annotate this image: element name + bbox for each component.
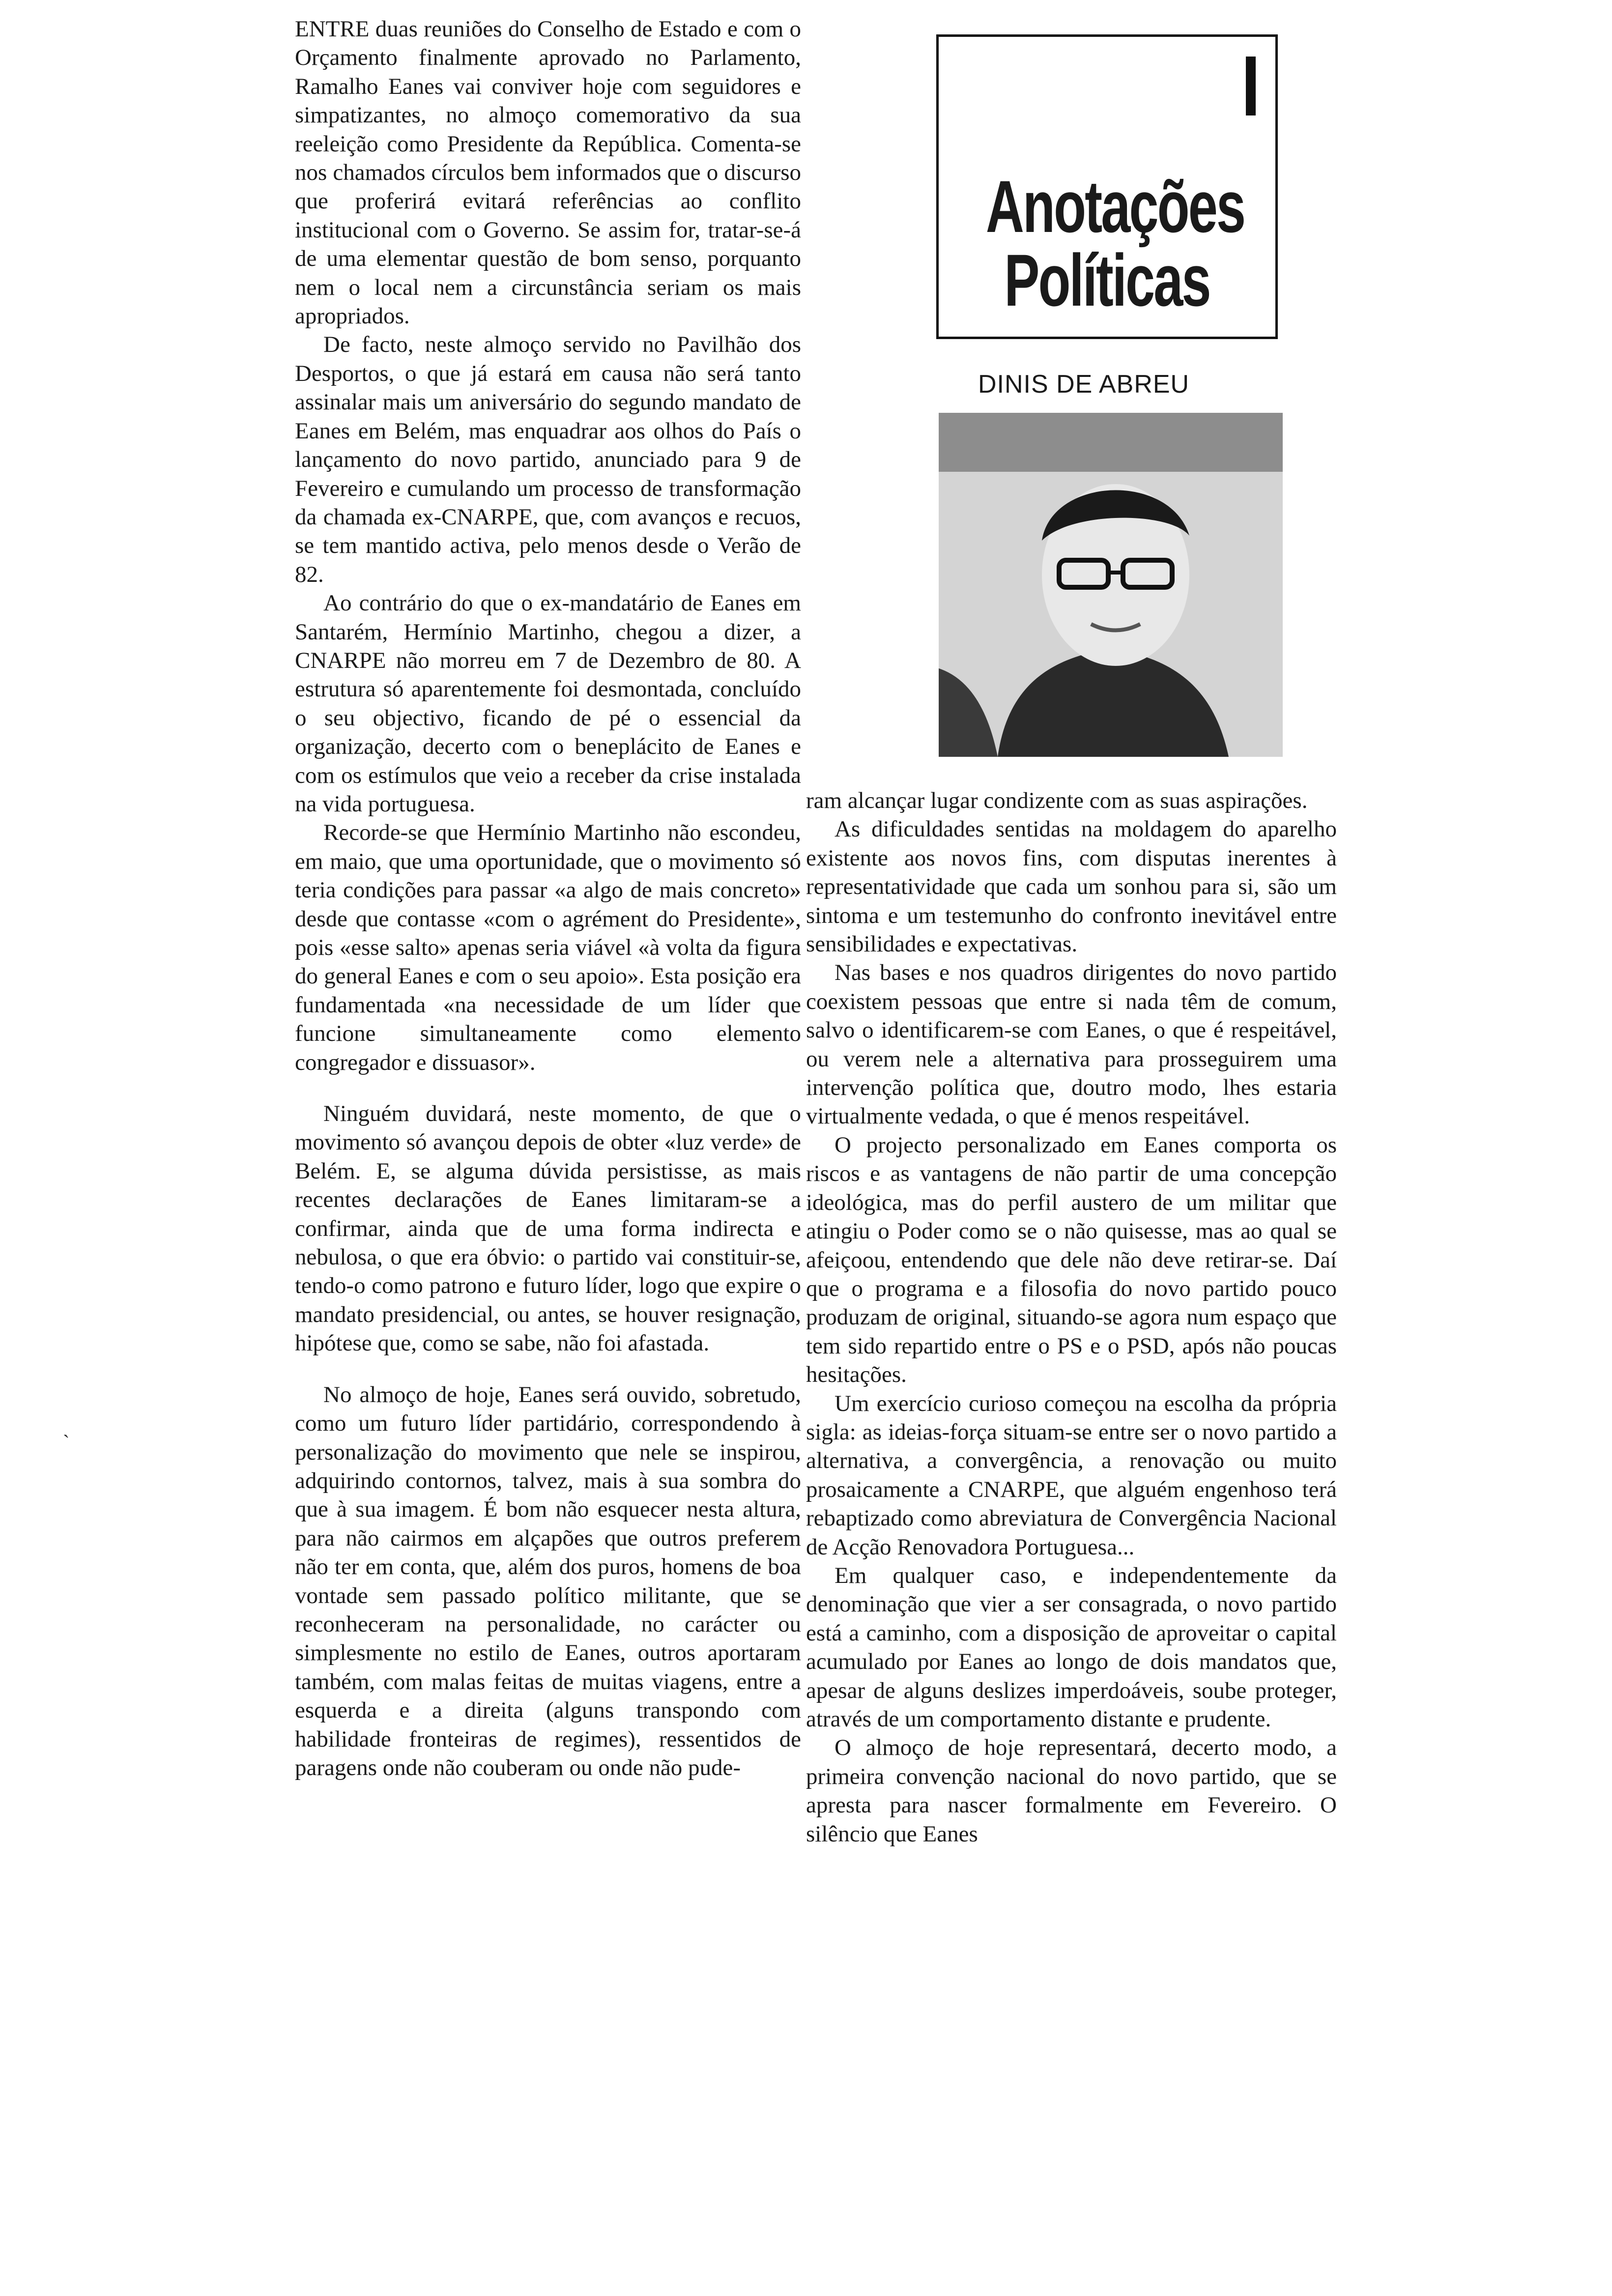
column-title-line-1: Anotações [985, 165, 1245, 248]
paragraph: No almoço de hoje, Eanes será ouvido, sobretudo, como um futuro líder partidário, correspondendo à personalização do movimento que nele se inspirou, adquirindo contornos, talvez, mais à sua sombra do que à sua imagem. É bom não esquecer nesta altura, para não cairmos em alçapões que outros preferem não ter em conta, que, além dos puros, homens de boa vontade sem passado político militante, que se reconheceram na personalidade, no carácter ou simplesmente no estilo de Eanes, outros aportaram também, com malas feitas de muitas viagens, entre a esquerda e a direita (alguns transpondo com habilidade fronteiras de regimes), ressentidos de paragens onde não couberam ou onde não pude- [295, 1381, 801, 1780]
paragraph: Recorde-se que Hermínio Martinho não escondeu, em maio, que uma oportunidade, que o movimento só teria condições para passar «a algo de mais concreto» desde que contasse «com o agrément do Presidente», pois «esse salto» apenas seria viável «à volta da figura do general Eanes e com o seu apoio». Esta posição era fundamentada «na necessidade de um líder que funcione simultaneamente como elemento congregador e dissuasor». [295, 820, 801, 1075]
paragraph: Um exercício curioso começou na escolha da própria sigla: as ideias-força situam-se entre ser o novo partido a alternativa, a convergência, a renovação ou muito prosaicamente a CNARPE, que alguém engenhoso terá rebaptizado como abreviatura de Convergência Nacional de Acção Renovadora Portuguesa... [806, 1390, 1337, 1560]
paragraph: O projecto personalizado em Eanes comporta os riscos e as vantagens de não partir de uma concepção ideológica, mas do perfil austero de um militar que atingiu o Poder como se o não quisesse, mas ao qual se afeiçoou, entendendo que dele não deve retirar-se. Daí que o programa e a filosofia do novo partido pouco produzam de original, situando-se agora num espaço que tem sido repartido entre o PS e o PSD, após não poucas hesitações. [806, 1132, 1337, 1388]
author-byline: DINIS DE ABREU [978, 370, 1190, 399]
paragraph: Em qualquer caso, e independentemente da denominação que vier a ser consagrada, o novo partido está a caminho, com a disposição de aproveitar o capital acumulado por Eanes ao longo de dois mandatos que, apesar de alguns deslizes imperdoáveis, soube proteger, através de um comportamento distante e prudente. [806, 1562, 1337, 1732]
article-column-left [295, 15, 801, 1782]
column-title-line-2: Políticas [1004, 239, 1210, 321]
column-header-box [936, 34, 1278, 339]
article-column-right [806, 786, 1337, 1848]
paragraph: O almoço de hoje representará, decerto modo, a primeira convenção nacional do novo partido, que se apresta para nascer formalmente em Fevereiro. O silêncio que Eanes [806, 1735, 1337, 1847]
paragraph: ENTRE duas reuniões do Conselho de Estado e com o Orçamento finalmente aprovado no Parlamento, Ramalho Eanes vai conviver hoje com seguidores e simpatizantes, no almoço comemorativo da sua reeleição como Presidente da República. Comenta-se nos chamados círculos bem informados que o discurso que proferirá evitará referências ao conflito institucional com o Governo. Se assim for, tratar-se-á de uma elementar questão de bom senso, porquanto nem o local nem a circunstância seriam os mais apropriados. [295, 16, 801, 329]
paragraph: Ao contrário do que o ex-mandatário de Eanes em Santarém, Hermínio Martinho, chegou a dizer, a CNARPE não morreu em 7 de Dezembro de 80. A estrutura só aparentemente foi desmontada, concluído o seu objectivo, ficando de pé o essencial da organização, decerto com o beneplácito de Eanes e com os estímulos que veio a receber da crise instalada na vida portuguesa. [295, 590, 801, 817]
decorative-rule [1246, 57, 1256, 115]
paragraph: As dificuldades sentidas na moldagem do aparelho existente aos novos fins, com disputas inerentes à representatividade que cada um sonhou para si, são um sintoma e um testemunho do confronto inevitável entre sensibilidades e expectativas. [806, 816, 1337, 957]
paragraph: ram alcançar lugar condizente com as suas aspirações. [806, 788, 1308, 813]
paragraph: Ninguém duvidará, neste momento, de que o movimento só avançou depois de obter «luz verde» de Belém. E, se alguma dúvida persistisse, as mais recentes declarações de Eanes limitaram-se a confirmar, ainda que de uma forma indirecta e nebulosa, o que era óbvio: o partido vai constituir-se, tendo-o como patrono e futuro líder, logo que expire o mandato presidencial, ou antes, se houver resignação, hipótese que, como se sabe, não foi afastada. [295, 1101, 801, 1356]
stray-mark: ˎ [63, 1416, 70, 1438]
paragraph: De facto, neste almoço servido no Pavilhão dos Desportos, o que já estará em causa não será tanto assinalar mais um aniversário do segundo mandato de Eanes em Belém, mas enquadrar aos olhos do País o lançamento do novo partido, anunciado para 9 de Fevereiro e cumulando um processo de transformação da chamada ex-CNARPE, que, com avanços e recuos, se tem mantido activa, pelo menos desde o Verão de 82. [295, 332, 801, 587]
portrait-photo-icon [939, 413, 1283, 757]
author-photo [939, 413, 1283, 757]
paragraph: Nas bases e nos quadros dirigentes do novo partido coexistem pessoas que entre si nada têm de comum, salvo o identificarem-se com Eanes, o que é respeitável, ou verem nele a alternativa para prosseguirem uma intervenção política que, doutro modo, lhes estaria virtualmente vedada, o que é menos respeitável. [806, 960, 1337, 1129]
column-title [985, 165, 1245, 321]
